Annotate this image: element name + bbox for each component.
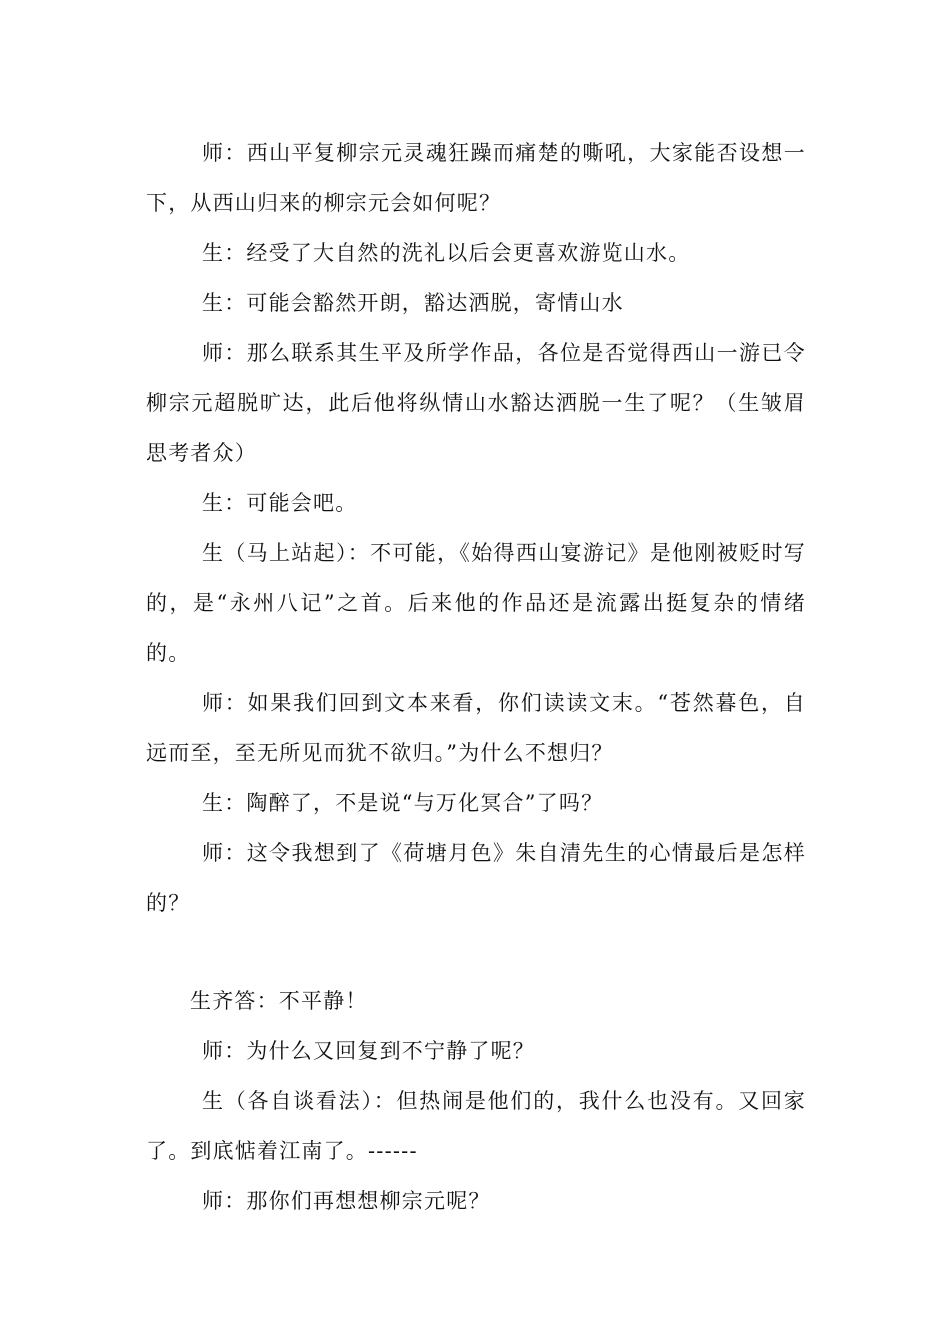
paragraph-students-chorus: 生齐答：不平静！: [190, 989, 368, 1013]
paragraph-student-4: 生（马上站起）：不可能，《始得西山宴游记》是他刚被贬时写的，是“永州八记”之首。后来他的作品还是流露出挺复杂的情绪的。: [146, 541, 806, 665]
paragraph-teacher-4: 师：这令我想到了《荷塘月色》朱自清先生的心情最后是怎样的？: [146, 841, 806, 915]
document-body: [146, 128, 806, 1226]
paragraph-teacher-1: 师：西山平复柳宗元灵魂狂躁而痛楚的嘶吼，大家能否设想一下，从西山归来的柳宗元会如何呢？: [146, 141, 806, 215]
paragraph-teacher-3: 师：如果我们回到文本来看，你们读读文末。“苍然暮色，自远而至，至无所见而犹不欲归。”为什么不想归？: [146, 691, 806, 765]
paragraph-gap: [146, 928, 806, 976]
paragraph-teacher-2: 师：那么联系其生平及所学作品，各位是否觉得西山一游已令柳宗元超脱旷达，此后他将纵情山水豁达洒脱一生了呢？（生皱眉思考者众）: [146, 341, 806, 465]
paragraph-student-2: 生：可能会豁然开朗，豁达洒脱，寄情山水: [202, 291, 624, 315]
paragraph-student-6: 生（各自谈看法）：但热闹是他们的，我什么也没有。又回家了。到底惦着江南了。------: [146, 1089, 806, 1163]
paragraph-student-3: 生：可能会吧。: [202, 491, 358, 515]
paragraph-student-1: 生：经受了大自然的洗礼以后会更喜欢游览山水。: [202, 241, 691, 265]
paragraph-student-5: 生：陶醉了，不是说“与万化冥合”了吗？: [202, 791, 604, 815]
paragraph-teacher-6: 师：那你们再想想柳宗元呢？: [202, 1189, 491, 1213]
paragraph-teacher-5: 师：为什么又回复到不宁静了呢？: [202, 1039, 535, 1063]
